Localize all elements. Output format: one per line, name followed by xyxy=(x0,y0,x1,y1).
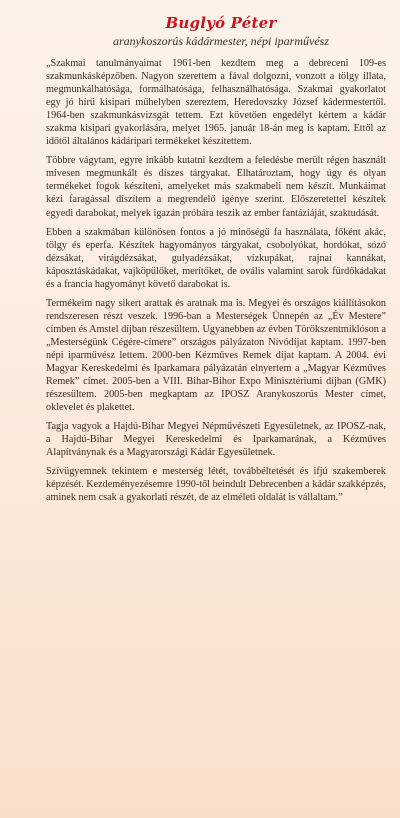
paragraph: Ebben a szakmában különösen fontos a jó minőségű fa használata, főként akác, tölgy és eperfa. Készítek hagyományos tárgyakat, csobolyókat, hordókat, sózó dézsákat, virágdézsákat, gulyadézsákat, vízkupákat, rajnai kannákat, káposztáskádakat, vajköpülőket, merítőket, de ovális valamint sarok fürdőkádakat és a francia hagyományt követő darabokat is. xyxy=(46,226,386,290)
paragraph: Tagja vagyok a Hajdú-Bihar Megyei Népművészeti Egyesületnek, az IPOSZ-nak, a Hajdú-Bihar Megyei Kereskedelmi és Iparkamarának, a Kézműves Alapítványnak és a Magyarországi Kádár Egyesületnek. xyxy=(46,421,386,459)
paragraph: Többre vágytam, egyre inkább kutatni kezdtem a feledésbe merült régen használt mívesen megmunkált és díszes tárgyakat. Elhatároztam, hogy úgy és olyan termékeket fogok készíteni, amelyeket más szakmabeli nem készít. Munkáimat kézi faragással díszítem a megrendelő igénye szerint. Előszeretettel készítek egyedi darabokat, melyek igazán próbára teszik az ember fantáziáját, szaktudását. xyxy=(46,155,386,219)
body-text xyxy=(46,57,386,505)
paragraph: „Szakmai tanulmányaimat 1961-ben kezdtem meg a debreceni 109-es szakmunkásképzőben. Nagyon szerettem a fával dolgozni, vonzott a tölgy illata, megmunkálhatósága, formálhatósága, felhasználhatósága. Szakmai gyakorlatot egy jó hírű kisipari műhelyben szereztem, Heredovszky József kádermestertől. 1964-ben szakmunkásvizsgát tettem. Ezt követően engedélyt kértem a kádár szakma kisipari gyakorlására, melyet 1965. január 18-án meg is kaptam. Ettől az időtől általános kádáripari termékeket készítettem. xyxy=(46,58,386,148)
paragraph: Szívügyemnek tekintem e mesterség létét, továbbéltetését és ifjú szakemberek képzését. Kezdeményezésemre 1990-től beindult Debrecenben a kádár szakképzés, aminek nem csak a gyakorlati részét, de az elméleti oldalát is vállaltam.” xyxy=(46,466,386,504)
author-title: aranykoszorús kádármester, népi iparművész xyxy=(113,34,329,48)
paragraph: Termékeim nagy sikert arattak és aratnak ma is. Megyei és országos kiállításokon rendszeresen részt veszek. 1996-ban a Mesterségek Ünnepén az „Év Mestere” címben és Amstel díjban részesültem. Ugyanebben az évben Törökszentmiklóson a „Mesterségünk Cégére-címere” országos pályázaton Nívódíjat kaptam. 1997-ben népi iparművész lettem. 2000-ben Kézműves Remek díjat kaptam. A 2004. évi Magyar Kereskedelmi és Iparkamara pályázatán elnyertem a „Magyar Kézműves Remek” címet. 2005-ben a VIII. Bihar-Bihor Expo Minisztériumi díjban (GMK) részesültem. 2005-ben megkaptam az IPOSZ Aranykoszorús Mester címet, oklevelet és plakettet. xyxy=(46,297,386,414)
author-name: Buglyó Péter xyxy=(165,14,277,32)
header xyxy=(56,14,386,48)
